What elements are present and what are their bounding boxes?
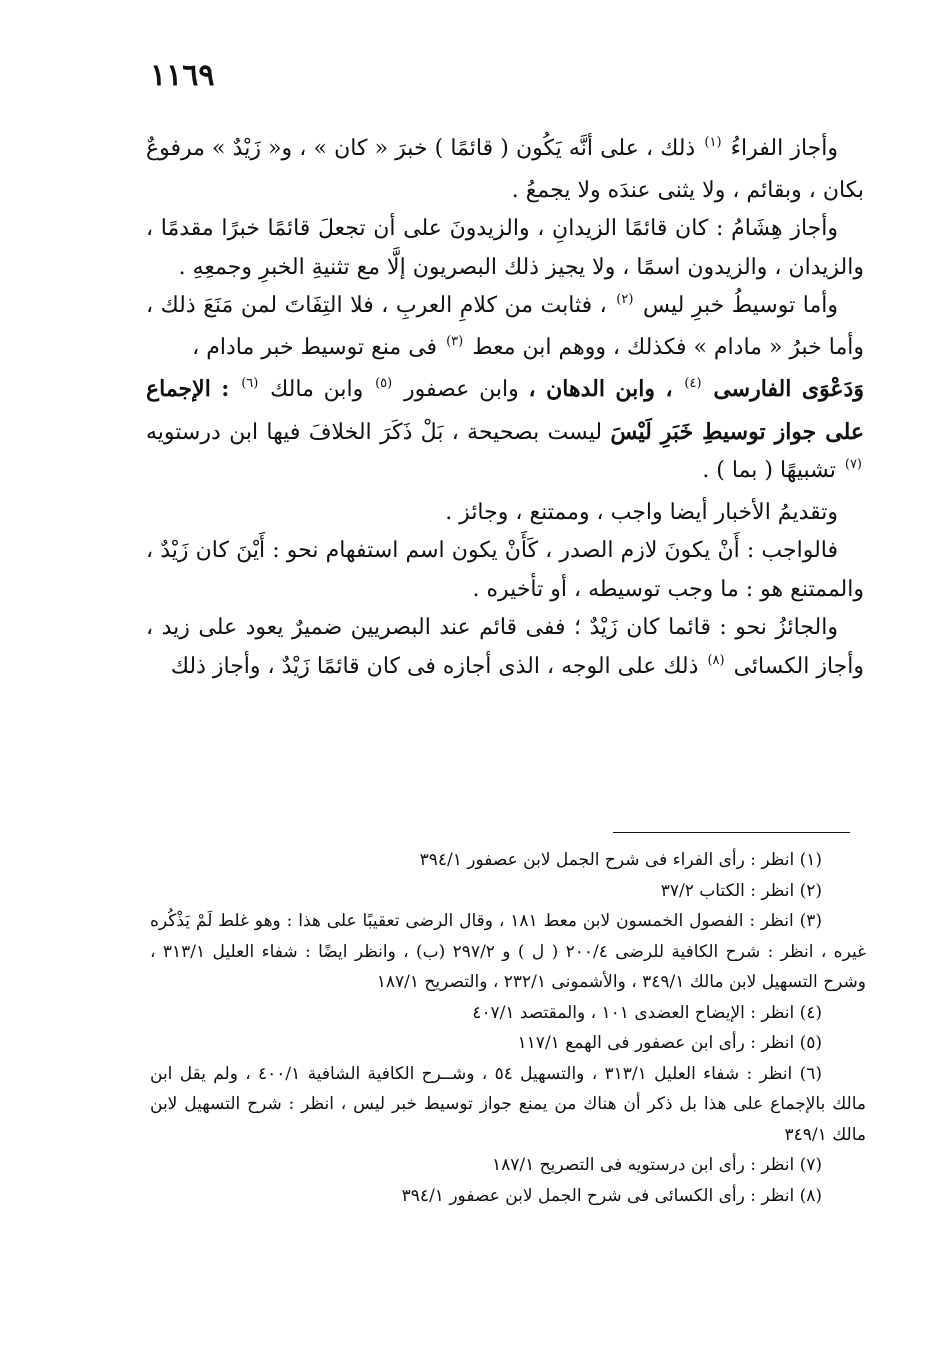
footnote-2: (٢) انظر : الكتاب ٣٧/٢ <box>660 880 822 901</box>
paragraph-text: ، فثابت من كلامِ العربِ ، فلا التِفَاتَ لمن مَنَعَ ذلك ، وأما خبرُ « مادام » فكذلك ، ووهم ابن معط <box>146 293 864 360</box>
paragraph-3 <box>146 287 864 370</box>
paragraph-2 <box>146 210 864 287</box>
footnote-4: (٤) انظر : الإيضاح العضدى ١٠١ ، والمقتصد ٤٠٧/١ <box>472 1002 822 1023</box>
paragraph-text: تشبيهًا ( بما ) . <box>702 458 836 483</box>
footnote-ref-8: (٨) <box>707 652 725 668</box>
paragraph-4 <box>146 370 864 494</box>
footnote-ref-6: (٦) <box>241 376 259 391</box>
footnote-8: (٨) انظر : رأى الكسائى فى شرح الجمل لابن عصفور ٣٩٤/١ <box>401 1185 822 1206</box>
paragraph-1 <box>146 130 864 210</box>
paragraph-text: ذلك ، على أنَّه يَكُون ( قائمًا ) خبرَ « كان » ، و« زَيْدٌ » مرفوعٌ بكان ، وبقائم ، ولا يثنى عندَه ولا يجمعُ . <box>146 136 864 203</box>
footnote-ref-4: (٤) <box>684 376 702 391</box>
footnote-1: (١) انظر : رأى الفراء فى شرح الجمل لابن عصفور ٣٩٤/١ <box>419 850 822 870</box>
main-text <box>146 130 864 689</box>
footnote-ref-7: (٧) <box>844 457 862 472</box>
paragraph-text: وَدَعْوَى الفارسى <box>713 376 864 402</box>
paragraph-7 <box>146 609 864 689</box>
paragraph-text: ، وابن الدهان ، <box>528 376 673 402</box>
paragraph-text: وتقديمُ الأخبار أيضا واجب ، وممتنع ، وجائز . <box>445 499 838 525</box>
paragraph-5 <box>146 494 864 533</box>
footnote-3: (٣) انظر : الفصول الخمسون لابن معط ١٨١ ، وقال الرضى تعقيبًا على هذا : وهو غلط لَمْ يَذْكُره غيره ، انظر : شرح الكافية للرضى ٢٠٠/٤ ( ل ) و ٢٩٧/٢ (ب) ، وانظر ايضًا : شفاء العليل ٣١٣/١ ، وشرح التسهيل لابن مالك ٣٤٩/١ ، والأشمونى ٢٣٢/١ ، والتصريح ١٨٧/١ <box>150 911 866 992</box>
paragraph-text: : الإجماع على جواز توسيطِ خَبَرِ لَيْسَ <box>146 376 864 445</box>
paragraph-text: فى منع توسيط خبر مادام ، <box>192 334 438 360</box>
paragraph-text: ذلك على الوجه ، الذى أجازه فى كان قائمًا زَيْدٌ ، وأجاز ذلك <box>170 653 699 679</box>
paragraph-text: والجائزُ نحو : قائما كان زَيْدٌ ؛ ففى قائم عند البصريين ضميرٌ يعود على زيد ، وأجاز الكسائى <box>146 615 864 679</box>
paragraph-text: وأجاز الفراءُ <box>730 136 838 161</box>
footnote-ref-2: (٢) <box>616 292 634 307</box>
footnote-5: (٥) انظر : رأى ابن عصفور فى الهمع ١١٧/١ <box>517 1033 822 1053</box>
footnote-6: (٦) انظر : شفاء العليل ٣١٣/١ ، والتسهيل ٥٤ ، وشــرح الكافية الشافية ٤٠٠/١ ، ولم يقل ابن مالك بالإجماع على هذا بل ذكر أن هناك من يمنع جواز توسيط خبر ليس ، انظر : شرح التسهيل لابن مالك ٣٤٩/١ <box>150 1063 866 1145</box>
paragraph-text: وابن عصفور <box>404 377 519 402</box>
page-number: ١١٦٩ <box>150 58 215 93</box>
paragraph-text: وأجاز هِشَامُ : كان قائمًا الزيدانِ ، والزيدونَ على أن تجعلَ قائمًا خبرًا مقدمًا ، والزيدان ، والزيدون اسمًا ، ولا يجيز ذلك البصريون إلَّا مع تثنيةِ الخبرِ وجمعِهِ . <box>146 216 864 280</box>
footnote-7: (٧) انظر : رأى ابن درستويه فى التصريح ١٨٧/١ <box>492 1155 822 1175</box>
paragraph-text: وابن مالك <box>270 377 364 402</box>
paragraph-text: ليست بصحيحة ، بَلْ ذَكَرَ الخلافَ فيها ابن درستويه <box>146 419 603 445</box>
paragraph-text: فالواجب : أَنْ يكونَ لازم الصدر ، كَأَنْ يكون اسم استفهام نحو : أَيْنَ كان زَيْدٌ ، والممتنع هو : ما وجب توسيطه ، أو تأخيره . <box>146 538 864 602</box>
footnote-ref-1: (١) <box>704 135 722 150</box>
footnote-ref-3: (٣) <box>446 333 464 349</box>
footnote-divider <box>613 832 850 833</box>
footnote-ref-5: (٥) <box>375 376 393 391</box>
paragraph-6 <box>146 532 864 609</box>
footnotes <box>150 845 866 1211</box>
paragraph-text: وأما توسيطُ خبرِ ليس <box>642 293 838 318</box>
